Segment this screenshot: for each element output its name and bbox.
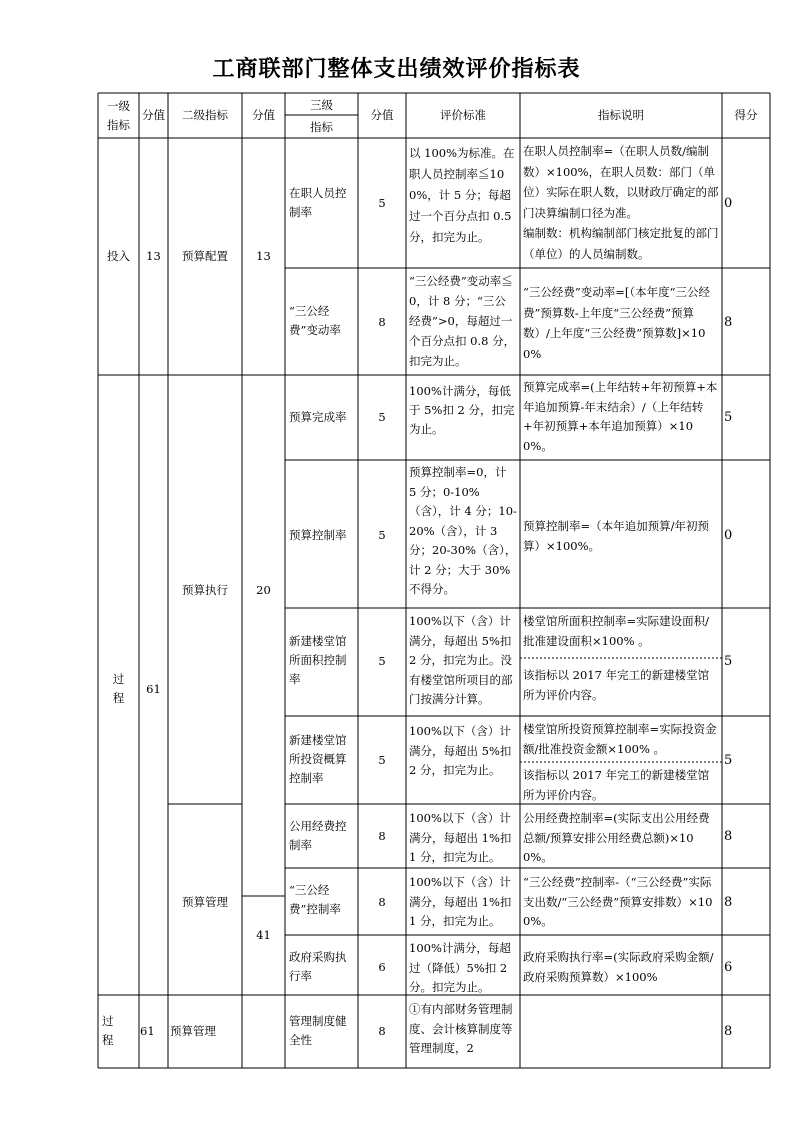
explain-4a: 楼堂馆所面积控制率=实际建设面积/批准建设面积×100% 。: [523, 614, 710, 648]
indicator-1: “三公经 费”变动率: [289, 304, 341, 337]
header-level2: 二级指标: [182, 108, 228, 122]
level1-input: 投入: [107, 249, 130, 263]
level2-budget-exec: 预算执行: [182, 583, 228, 597]
result-2: 5: [724, 410, 733, 425]
result-8: 6: [724, 960, 733, 975]
criteria-7: 100%以下（含）计满分，每超出 1%扣 1 分，扣完为止。: [409, 875, 512, 928]
level2-budget-config: 预算配置: [182, 249, 228, 263]
indicator-2: 预算完成率: [289, 410, 347, 424]
score-7: 8: [378, 895, 386, 909]
criteria-3: 预算控制率=0，计 5 分；0-10%（含），计 4 分；10-20%（含），计 3 分；20-30%（含），计 2 分；大于 30%不得分。: [409, 465, 517, 596]
score-8: 6: [378, 960, 386, 974]
level2-budget-mgmt-score: 41: [256, 928, 271, 942]
indicator-7: “三公经 费”控制率: [289, 883, 341, 916]
indicator-0: 在职人员控 制率: [289, 186, 347, 219]
result-1: 8: [724, 315, 733, 330]
result-5: 5: [724, 753, 733, 768]
explain-4b: 该指标以 2017 年完工的新建楼堂馆所为评价内容。: [523, 668, 710, 702]
level1-process-cont: 过 程: [102, 1014, 114, 1047]
level2-budget-exec-score: 20: [256, 583, 271, 597]
score-4: 5: [378, 654, 386, 668]
header-level1: 一级 指标: [107, 99, 130, 132]
level2-budget-mgmt: 预算管理: [182, 895, 228, 909]
level2-budget-mgmt-cont: 预算管理: [170, 1024, 216, 1038]
level2-budget-config-score: 13: [256, 249, 271, 263]
explain-8: 政府采购执行率=(实际政府采购金额/政府采购预算数）×100%: [523, 950, 714, 984]
header-score3: 分值: [370, 108, 394, 122]
explain-7: “三公经费”控制率-（“三公经费”实际支出数/“三公经费”预算安排数）×100%。: [523, 875, 713, 928]
explain-1: “三公经费”变动率=[（本年度“三公经费”预算数-上年度“三公经费”预算数）/上年度“三公经费”预算数]×100%: [523, 285, 711, 361]
header-explain: 指标说明: [598, 108, 644, 122]
score-9: 8: [378, 1024, 386, 1038]
criteria-9: ①有内部财务管理制度、会计核算制度等管理制度，2: [409, 1002, 513, 1055]
criteria-4: 100%以下（含）计满分，每超出 5%扣 2 分，扣完为止。没有楼堂馆所项目的部门按满分计算。: [409, 614, 513, 706]
header-result: 得分: [734, 108, 758, 122]
score-6: 8: [378, 829, 386, 843]
level1-process-cont-score: 61: [140, 1024, 155, 1038]
score-0: 5: [378, 196, 386, 210]
header-level3-bottom: 指标: [310, 120, 333, 134]
indicator-4: 新建楼堂馆 所面积控制 率: [289, 634, 347, 686]
level1-process: 过 程: [112, 672, 125, 705]
score-1: 8: [378, 315, 386, 329]
indicator-3: 预算控制率: [289, 528, 347, 542]
indicator-5: 新建楼堂馆 所投资概算 控制率: [289, 733, 347, 785]
criteria-6: 100%以下（含）计满分，每超出 1%扣 1 分，扣完为止。: [409, 811, 512, 864]
criteria-5: 100%以下（含）计满分，每超出 5%扣 2 分，扣完为止。: [409, 724, 512, 777]
indicator-6: 公用经费控 制率: [289, 819, 347, 852]
level1-process-score: 61: [146, 682, 161, 696]
result-0: 0: [724, 196, 733, 211]
result-6: 8: [724, 829, 733, 844]
header-criteria: 评价标准: [440, 108, 486, 122]
result-9: 8: [724, 1024, 733, 1039]
criteria-0: 以 100%为标准。在职人员控制率≦100%，计 5 分；每超过一个百分点扣 0.5 分，扣完为止。: [409, 146, 515, 244]
indicator-9: 管理制度健 全性: [289, 1014, 347, 1047]
criteria-8: 100%计满分，每超过（降低）5%扣 2 分。扣完为止。: [409, 941, 511, 994]
explain-3: 预算控制率=（本年追加预算/年初预算）×100%。: [523, 519, 710, 553]
page-title: 工商联部门整体支出绩效评价指标表: [212, 57, 581, 82]
explain-5b: 该指标以 2017 年完工的新建楼堂馆所为评价内容。: [523, 768, 710, 802]
result-3: 0: [724, 528, 733, 543]
criteria-2: 100%计满分，每低于 5%扣 2 分，扣完为止。: [409, 384, 515, 436]
explain-6: 公用经费控制率=(实际支出公用经费总额/预算安排公用经费总额)×100%。: [523, 811, 710, 864]
result-4: 5: [724, 654, 733, 669]
header-score2: 分值: [252, 108, 275, 122]
score-2: 5: [378, 410, 386, 424]
header-level3-top: 三级: [310, 98, 333, 112]
explain-5a: 楼堂馆所投资预算控制率=实际投资金额/批准投资金额×100% 。: [523, 722, 717, 756]
header-score1: 分值: [142, 108, 165, 122]
indicator-8: 政府采购执 行率: [289, 950, 347, 983]
score-3: 5: [378, 528, 386, 542]
result-7: 8: [724, 895, 733, 910]
criteria-1: “三公经费”变动率≦0，计 8 分；“三公经费”>0，每超过一个百分点扣 0.8 分，扣完为止。: [409, 274, 516, 368]
score-5: 5: [378, 753, 386, 767]
explain-0: 在职人员控制率=（在职人员数/编制数）×100%，在职人员数：部门（单位）实际在职人数，以财政厅确定的部门决算编制口径为准。 编制数：机构编制部门核定批复的部门（单位）的人员编制数。: [523, 144, 719, 261]
level1-input-score: 13: [146, 249, 161, 263]
explain-2: 预算完成率=(上年结转+年初预算+本年追加预算-年末结余）/（上年结转+年初预算+本年追加预算）×100%。: [523, 380, 718, 453]
